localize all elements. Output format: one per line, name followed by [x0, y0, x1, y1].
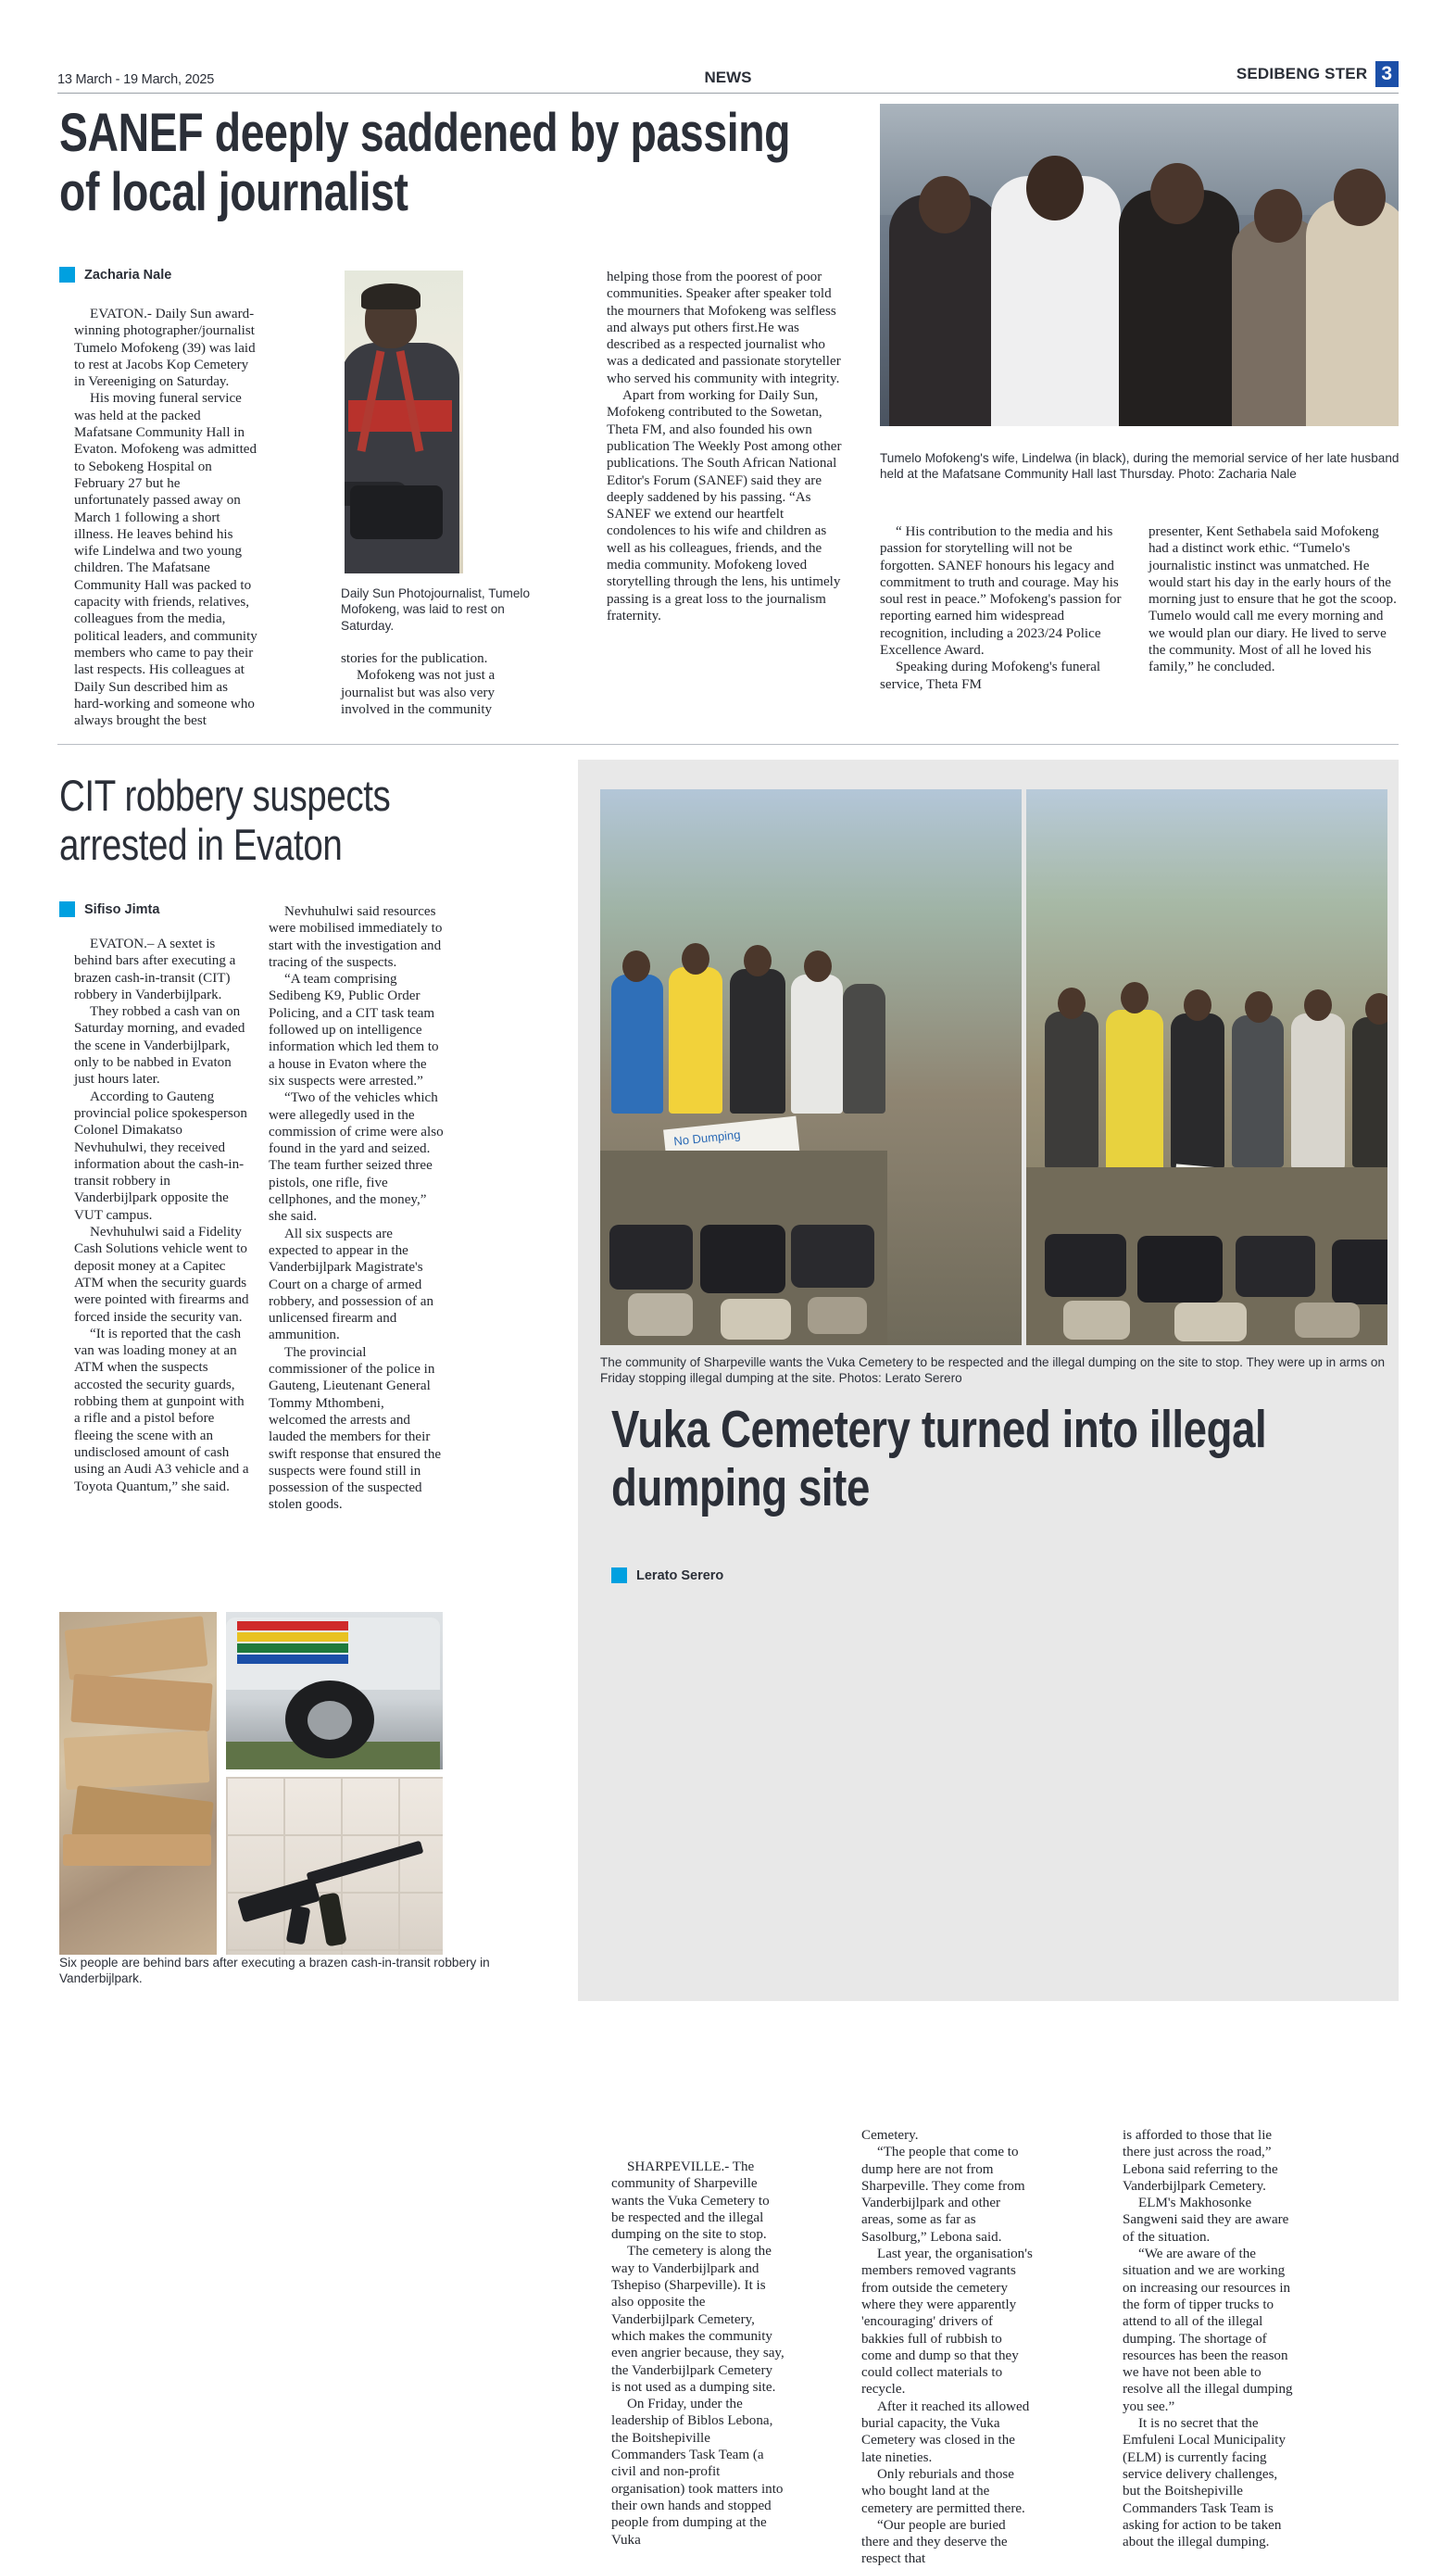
- paragraph: is afforded to those that lie there just across the road,” Lebona said referring to the Vanderbijlpark Cemetery.: [1123, 2128, 1278, 2194]
- paragraph: Mofokeng was not just a journalist but was also very involved in the community: [341, 668, 496, 717]
- article-sanef-column-1: [74, 306, 257, 729]
- masthead-section-label: NEWS: [704, 69, 752, 86]
- paragraph: The cemetery is along the way to Vanderbijlpark and Tshepiso (Sharpeville). It is also opposite the Vanderbijlpark Cemetery, which makes the community even angrier because, they say, the Vanderbijlpark Cemetery is not used as a dumping site.: [611, 2244, 784, 2395]
- photo-protest-left: [600, 789, 1022, 1345]
- article-sanef-byline: [59, 267, 171, 283]
- paragraph: EVATON.– A sextet is behind bars after executing a brazen cash-in-transit (CIT) robbery in Vanderbijlpark.: [74, 937, 236, 1002]
- byline-author-name: Zacharia Nale: [84, 267, 172, 283]
- paragraph: “Our people are buried there and they deserve the respect that: [861, 2517, 1008, 2567]
- caption-vuka-protest: The community of Sharpeville wants the Vuka Cemetery to be respected and the illegal dumping on the site to stop. They were up in arms on Friday stopping illegal dumping at the site. Photos: Lerato Serero: [600, 1355, 1386, 1386]
- paragraph: Apart from working for Daily Sun, Mofokeng contributed to the Sowetan, Theta FM, and also founded his own publication The Weekly Post among other publications. The South African National Editor's Forum (SANEF) said they are deeply saddened by his passing. “As SANEF we extend our heartfelt condolences to his wife and children as well as his colleagues, friends, and the media community. Mofokeng loved storytelling through the lens, his untimely passing is a great loss to the journalism fraternity.: [607, 388, 842, 623]
- paragraph: stories for the publication.: [341, 651, 488, 666]
- byline-marker-icon: [59, 901, 75, 917]
- article-cit-column-1: [74, 936, 250, 1495]
- article-sanef-column-3: [607, 269, 843, 624]
- photo-seized-rifle: [226, 1777, 443, 1955]
- paragraph: helping those from the poorest of poor communities. Speaker after speaker told the mourners that Mofokeng was selfless and always put others first.He was described as a respected journalist who was a dedicated and passionate storyteller who served his community with integrity.: [607, 270, 841, 386]
- article-cit-byline: [59, 901, 159, 917]
- article-vuka-column-3: [1123, 2127, 1296, 2550]
- article-vuka-column-1: [611, 2159, 784, 2549]
- paragraph: Only reburials and those who bought land at the cemetery are permitted there.: [861, 2466, 1025, 2516]
- paragraph: Speaking during Mofokeng's funeral service, Theta FM: [880, 660, 1101, 692]
- byline-marker-icon: [59, 267, 75, 283]
- caption-tumelo-portrait: Daily Sun Photojournalist, Tumelo Mofokeng, was laid to rest on Saturday.: [341, 586, 531, 633]
- paragraph: Nevhuhulwi said resources were mobilised immediately to start with the investigation and tracing of the suspects.: [269, 904, 443, 970]
- paragraph: It is no secret that the Emfuleni Local Municipality (ELM) is currently facing service delivery challenges, but the Boitshepiville Commanders Task Team is asking for action to be taken about the illegal dumping.: [1123, 2416, 1287, 2550]
- masthead-rule: [57, 93, 1399, 94]
- paragraph: On Friday, under the leadership of Biblos Lebona, the Boitshepiville Commanders Task Team (a civil and non-profit organisation) took matters into their own hands and stopped people from dumping at the Vuka: [611, 2397, 784, 2548]
- photo-tumelo-mofokeng-portrait: [345, 271, 463, 573]
- masthead-date: 13 March - 19 March, 2025: [57, 72, 215, 87]
- paragraph: The provincial commissioner of the police in Gauteng, Lieutenant General Tommy Mthombeni, welcomed the arrests and lauded the members for their swift response that ensured the suspects were found still in possession of the suspected stolen goods.: [269, 1344, 442, 1513]
- paragraph: “It is reported that the cash van was loading money at an ATM when the suspects accosted the security guards, robbing them at gunpoint with a rifle and a pistol before fleeing the scene with an undisclosed amount of cash using an Audi A3 vehicle and a Toyota Quantum,” she said.: [74, 1326, 249, 1494]
- article-vuka-byline: [611, 1567, 723, 1583]
- paragraph: “A team comprising Sedibeng K9, Public Order Policing, and a CIT task team followed up on intelligence information which led them to a house in Evaton where the six suspects were arrested.”: [269, 972, 439, 1089]
- paragraph: After it reached its allowed burial capacity, the Vuka Cemetery was closed in the late nineties.: [861, 2398, 1030, 2465]
- page-number-badge: 3: [1375, 61, 1399, 87]
- byline-author-name: Lerato Serero: [636, 1567, 724, 1583]
- article-vuka-headline: Vuka Cemetery turned into illegal dumping site: [611, 1400, 1267, 1517]
- paragraph: His moving funeral service was held at the packed Mafatsane Community Hall in Evaton. Mofokeng was admitted to Sebokeng Hospital on February 27 but he unfortunately passed away on March 1 following a short illness. He leaves behind his wife Lindelwa and two young children. The Mafatsane Community Hall was packed to capacity with friends, relatives, colleagues from the media, political leaders, and community members who came to pay their last respects. His colleagues at Daily Sun described him as hard-working and someone who always brought the best: [74, 391, 257, 729]
- paragraph: Last year, the organisation's members removed vagrants from outside the cemetery where they were apparently 'encouraging' drivers of bakkies full of rubbish to come and dump so that they could collect materials to recycle.: [861, 2247, 1033, 2398]
- paragraph: Cemetery.: [861, 2128, 919, 2143]
- masthead-right: [1236, 61, 1399, 87]
- paragraph: presenter, Kent Sethabela said Mofokeng had a distinct work ethic. “Tumelo's journalistic instinct was unmatched. He would start his day in the early hours of the morning just to ensure that he got the scoop. Tumelo would call me every morning and we would plan our diary. He lived to serve the community. Most of all he loved his family,” he concluded.: [1148, 524, 1397, 675]
- paragraph: Nevhuhulwi said a Fidelity Cash Solutions vehicle went to deposit money at a Capitec ATM when the security guards were pointed with firearms and forced inside the security van.: [74, 1225, 249, 1325]
- paragraph: According to Gauteng provincial police spokesperson Colonel Dimakatso Nevhuhulwi, they received information about the cash-in-transit robbery in Vanderbijlpark opposite the VUT campus.: [74, 1089, 247, 1223]
- caption-memorial-service: Tumelo Mofokeng's wife, Lindelwa (in black), during the memorial service of her late husband held at the Mafatsane Community Hall last Thursday. Photo: Zacharia Nale: [880, 451, 1400, 482]
- paragraph: “The people that come to dump here are not from Sharpeville. They come from Vanderbijlpark and other areas, some as far as Sasolburg,” Lebona said.: [861, 2145, 1025, 2245]
- masthead: [57, 56, 1399, 87]
- photo-getaway-vehicle: [226, 1612, 443, 1769]
- article-vuka-column-2: [861, 2127, 1035, 2568]
- paragraph: “Two of the vehicles which were allegedly used in the commission of crime were also found in the yard and seized. The team further seized three pistols, one rifle, five cellphones, and the money,” she said.: [269, 1090, 444, 1225]
- photo-protest-right: [1026, 789, 1387, 1345]
- paragraph: “We are aware of the situation and we are working on increasing our resources in the form of tipper trucks to attend to all of the illegal dumping. The shortage of resources has been the reason we have not been able to resolve all the illegal dumping you see.”: [1123, 2247, 1293, 2414]
- section-divider-1: [57, 744, 1399, 745]
- paragraph: SHARPEVILLE.- The community of Sharpeville wants the Vuka Cemetery to be respected and the illegal dumping on the site to stop.: [611, 2159, 770, 2243]
- masthead-paper-name: SEDIBENG STER: [1236, 65, 1368, 82]
- caption-cit-arrests: Six people are behind bars after executing a brazen cash-in-transit robbery in Vanderbijlpark.: [59, 1956, 490, 1986]
- paragraph: They robbed a cash van on Saturday morning, and evaded the scene in Vanderbijlpark, only to be nabbed in Evaton just hours later.: [74, 1004, 245, 1088]
- article-sanef-headline: SANEF deeply saddened by passing of local journalist: [59, 103, 791, 222]
- article-cit-headline: CIT robbery suspects arrested in Evaton: [59, 771, 391, 869]
- article-sanef-column-4: [880, 523, 1128, 693]
- article-cit-column-2: [269, 903, 445, 1514]
- byline-author-name: Sifiso Jimta: [84, 901, 160, 917]
- paragraph: “ His contribution to the media and his passion for storytelling will not be forgotten. SANEF honours his legacy and commitment to truth and courage. May his soul rest in peace.” Mofokeng's passion for reporting earned him widespread recognition, including a 2023/24 Police Excellence Award.: [880, 524, 1122, 659]
- paragraph: ELM's Makhosonke Sangweni said they are aware of the situation.: [1123, 2196, 1289, 2245]
- photo-memorial-service: [880, 104, 1399, 426]
- article-sanef-column-5: [1148, 523, 1399, 676]
- paragraph: All six suspects are expected to appear in the Vanderbijlpark Magistrate's Court on a charge of armed robbery, and possession of an unlicensed firearm and ammunition.: [269, 1226, 434, 1343]
- protest-sign-left: No Dumping: [663, 1116, 800, 1171]
- article-sanef-column-2: [341, 650, 526, 718]
- paragraph: EVATON.- Daily Sun award-winning photographer/journalist Tumelo Mofokeng (39) was laid to rest at Jacobs Kop Cemetery in Vereeniging on Saturday.: [74, 307, 256, 390]
- byline-marker-icon: [611, 1567, 627, 1583]
- photo-seized-cash: [59, 1612, 217, 1955]
